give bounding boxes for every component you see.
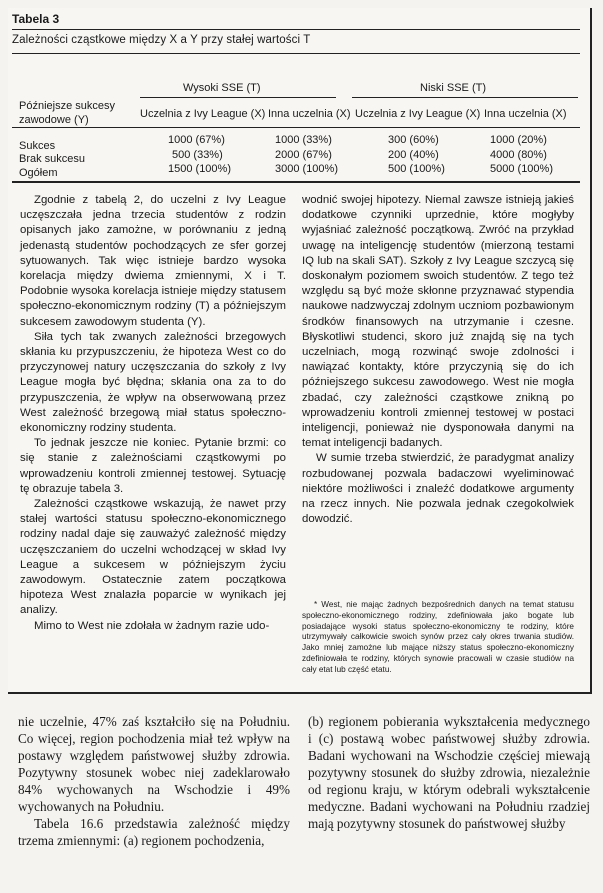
table-cell: 4000 (80%) bbox=[490, 149, 547, 161]
bottom-right-column bbox=[308, 713, 590, 832]
col-header-4: Inna uczelnia (X) bbox=[484, 108, 567, 120]
table-cell: 2000 (67%) bbox=[275, 149, 332, 161]
group-header-low: Niski SSE (T) bbox=[420, 82, 486, 94]
table-cell: 1000 (67%) bbox=[168, 134, 225, 146]
table-cell: 5000 (100%) bbox=[490, 163, 553, 175]
footnote-text: * West, nie mając żadnych bezpośrednich danych na temat statusu społeczno-ekonomicznego rodziny, zdefiniowała jako bogate lub posiadające wysoki status społeczno-ekonomiczny te rodziny, które utrzymywały całkowicie swoich synów przez cały okres trwania studiów. Jako mniej zamożne lub mające niższy status społeczno-ekonomiczny zdefiniowała te rodziny, których synowie pracowali w czasie studiów na cały etat lub część etatu. bbox=[302, 600, 574, 674]
bottom-left-column bbox=[18, 713, 290, 849]
table-title: Tabela 3 bbox=[12, 12, 60, 26]
right-text-column bbox=[302, 193, 574, 527]
table-cell: 300 (60%) bbox=[388, 134, 439, 146]
table-cell: 500 (100%) bbox=[388, 163, 445, 175]
paragraph: To jednak jeszcze nie koniec. Pytanie brzmi: co się stanie z zależnościami cząstkowymi po wprowadzeniu kontroli zmiennej testowej. Sytuację tę obrazuje tabela 3. bbox=[20, 437, 286, 495]
table-cell: 3000 (100%) bbox=[275, 163, 338, 175]
footnote bbox=[302, 600, 574, 676]
paragraph: Mimo to West nie zdołała w żadnym razie udo- bbox=[34, 619, 270, 632]
paragraph: (b) regionem pobierania wykształcenia medycznego i (c) postawą wobec państwowej służby zdrowia. Badani wychowani na Wschodzie częściej miewają pozytywny stosunek do służby zdrowia, niezależnie od regionu kraju, w którym odebrali wykształcenie medyczne. Badani wychowani na Południu rzadziej mają pozytywny stosunek do państwowej służby bbox=[308, 714, 590, 831]
group-header-high: Wysoki SSE (T) bbox=[183, 82, 261, 94]
paragraph: Zgodnie z tabelą 2, do uczelni z Ivy League uczęszczała jedna trzecia studentów z rodzin opisanych jako zamożne, w porównaniu z jedną jedenastą studentów pochodzących ze sfer gorzej sytuowanych. Tak więc istnieje bardzo wysoka korelacja między dwiema zmiennymi, X i T. Podobnie wysoka korelacja istnieje między statusem społeczno-ekonomicznym rodziny (T) a późniejszym sukcesem zawodowym studenta (Y). bbox=[20, 194, 286, 328]
paragraph: Zależności cząstkowe wskazują, że nawet przy stałej wartości statusu społeczno-ekonomicznego rodziny nadal daje się zauważyć zależność między uczęszczaniem do uczelni wchodzącej w skład Ivy League a sukcesem w późniejszym życiu zawodowym. Ostatecznie zatem początkowa hipoteza West znalazła poparcie w wynikach jej analizy. bbox=[20, 498, 286, 617]
col-header-3: Uczelnia z Ivy League (X) bbox=[355, 108, 481, 120]
table-top-rule bbox=[12, 53, 580, 54]
paragraph: Tabela 16.6 przedstawia zależność między trzema zmiennymi: (a) regionem pochodzenia, bbox=[18, 816, 290, 848]
row-header-line2: zawodowe (Y) bbox=[19, 114, 89, 126]
table-bottom-rule bbox=[12, 181, 580, 183]
col-header-2: Inna uczelnia (X) bbox=[268, 108, 351, 120]
paragraph: nie uczelnie, 47% zaś kształciło się na Południu. Co więcej, region pochodzenia miał też wpływ na postawy względem państwowej służby zdrowia. Pozytywny stosunek wobec niej zadeklarowało 84% wychowanych na Wschodzie i 49% wychowanych na Południu. bbox=[18, 714, 290, 814]
row-header-line1: Późniejsze sukcesy bbox=[19, 100, 115, 112]
table-cell: 200 (40%) bbox=[388, 149, 439, 161]
paragraph: W sumie trzeba stwierdzić, że paradygmat analizy rozbudowanej pozwala badaczowi wyeliminować niektóre możliwości i znaleźć dodatkowe argumenty na rzecz innych. Nie pozwala jednak czegokolwiek dowodzić. bbox=[302, 452, 574, 526]
row-label-brak-sukcesu: Brak sukcesu bbox=[19, 153, 86, 165]
table-cell: 1500 (100%) bbox=[168, 163, 231, 175]
table-cell: 500 (33%) bbox=[172, 149, 223, 161]
left-text-column bbox=[20, 193, 286, 634]
table-title-rule bbox=[12, 29, 580, 30]
table-caption: Zależności cząstkowe między X a Y przy stałej wartości T bbox=[12, 34, 311, 46]
row-label-ogolem: Ogółem bbox=[19, 167, 58, 179]
table-cell: 1000 (20%) bbox=[490, 134, 547, 146]
col-header-1: Uczelnia z Ivy League (X) bbox=[140, 108, 266, 120]
table-header-rule bbox=[12, 127, 580, 128]
table-cell: 1000 (33%) bbox=[275, 134, 332, 146]
paragraph: wodnić swojej hipotezy. Niemal zawsze istnieją jakieś dodatkowe czynniki uprzednie, które mogłyby wyjaśniać zależność początkową. Zwróć na przykład uwagę na inteligencję studentów (mierzoną testami IQ lub na skali SAT). Szkoły z Ivy League szczycą się doskonałym poziomem swoich studentów. Z tego też względu są być może skłonne przyznawać stypendia naukowe nadzwyczaj zdolnym uczniom pozbawionym środków finansowych na utrzymanie i czesne. Błyskotliwi studenci, skoro już znajdą się na tych uczelniach, mogą rozwinąć swoje zdolności i nawiązać kontakty, które przyczynią się do ich późniejszego sukcesu zawodowego. West nie mogła zbadać, czy zależności cząstkowe znikną po wprowadzeniu kontroli zmiennej testowej w postaci inteligencji, ponieważ nie dysponowała danymi na temat inteligencji badanych. bbox=[302, 194, 574, 450]
row-label-sukces: Sukces bbox=[19, 140, 56, 152]
paragraph: Siła tych tak zwanych zależności brzegowych skłania ku przypuszczeniu, że hipoteza West co do przyczynowej natury uczęszczania do szkoły z Ivy League mogła być błędna; skłania ona za to do przypuszczenia, że wpływ na obserwowaną przez West zależność brzegową miał status społeczno-ekonomiczny rodziny studenta. bbox=[20, 330, 286, 435]
group-high-rule bbox=[140, 97, 336, 98]
group-low-rule bbox=[352, 97, 578, 98]
